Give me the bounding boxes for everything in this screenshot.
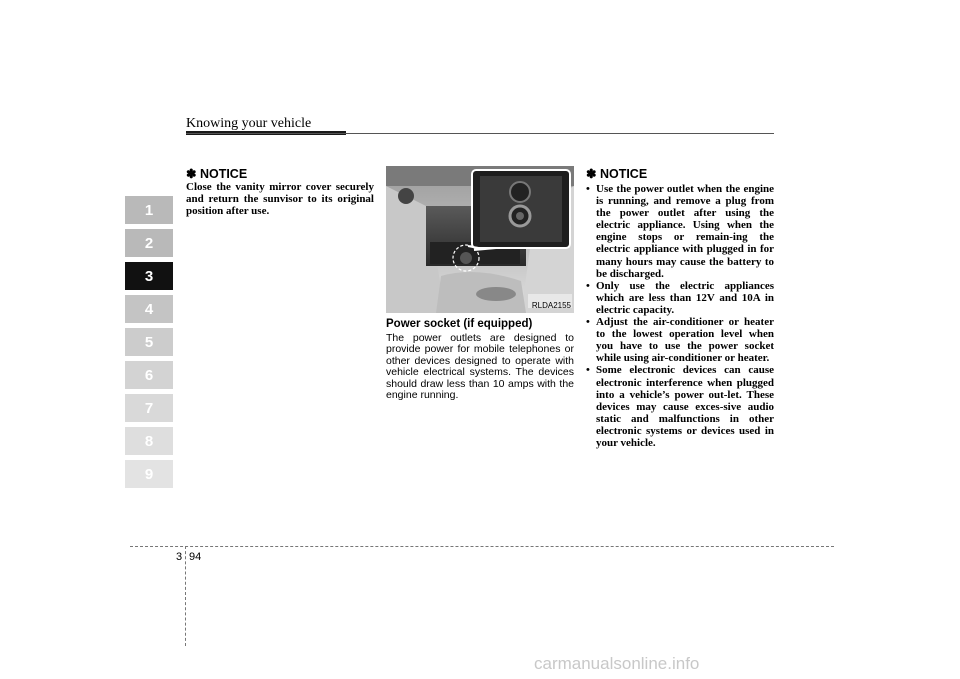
chapter-tab-5[interactable]: 5 bbox=[125, 328, 173, 356]
footer-vertical-rule bbox=[185, 546, 186, 646]
header-rule bbox=[186, 133, 774, 134]
power-socket-section bbox=[386, 166, 574, 401]
figure-caption: RLDA2155 bbox=[531, 301, 571, 310]
notice-heading: ✽ NOTICE bbox=[186, 167, 248, 181]
chapter-tab-6[interactable]: 6 bbox=[125, 361, 173, 389]
chapter-tabs bbox=[125, 196, 173, 493]
chapter-tab-1[interactable]: 1 bbox=[125, 196, 173, 224]
footer-rule bbox=[130, 546, 834, 547]
notice-heading: ✽ NOTICE bbox=[586, 167, 648, 181]
watermark: carmanualsonline.info bbox=[534, 654, 700, 673]
list-item: • Some electronic devices can cause electronic interference when plugged into a vehicle’s power out-let. These devices may cause exces-sive audio static and malfunctions in other electronic systems or devices used in your vehicle. bbox=[586, 364, 774, 449]
header-title: Knowing your vehicle bbox=[186, 116, 312, 131]
chapter-tab-8[interactable]: 8 bbox=[125, 427, 173, 455]
chapter-tab-3[interactable]: 3 bbox=[125, 262, 173, 290]
chapter-tab-2[interactable]: 2 bbox=[125, 229, 173, 257]
list-item: • Adjust the air-conditioner or heater to the lowest operation level when you have to use the power socket while using air-conditioner or heater. bbox=[586, 316, 774, 364]
chapter-tab-4[interactable]: 4 bbox=[125, 295, 173, 323]
notice-vanity-mirror bbox=[186, 166, 374, 217]
footer-page-number: 94 bbox=[189, 551, 202, 563]
notice-power-outlet bbox=[586, 166, 774, 449]
notice-text: Close the vanity mirror cover securely and return the sunvisor to its original position after use. bbox=[186, 181, 374, 218]
chapter-tab-7[interactable]: 7 bbox=[125, 394, 173, 422]
power-socket-illustration bbox=[386, 166, 574, 313]
chapter-tab-9[interactable]: 9 bbox=[125, 460, 173, 488]
footer-chapter-number: 3 bbox=[176, 551, 183, 563]
list-item: • Only use the electric appliances which are less than 12V and 10A in electric capacity. bbox=[586, 280, 774, 316]
section-text: The power outlets are designed to provide power for mobile telephones or other devices designed to operate with vehicle electrical systems. The devices should draw less than 10 amps with the engine running. bbox=[386, 332, 574, 402]
list-item: • Use the power outlet when the engine is running, and remove a plug from the power outlet after using the electric appliance. Using when the engine stops or remain-ing the electric appliance with plugged in for many hours may cause the battery to be discharged. bbox=[586, 183, 774, 280]
section-title: Power socket (if equipped) bbox=[386, 318, 533, 330]
notice-list bbox=[586, 183, 774, 449]
power-socket-photo bbox=[386, 166, 574, 313]
